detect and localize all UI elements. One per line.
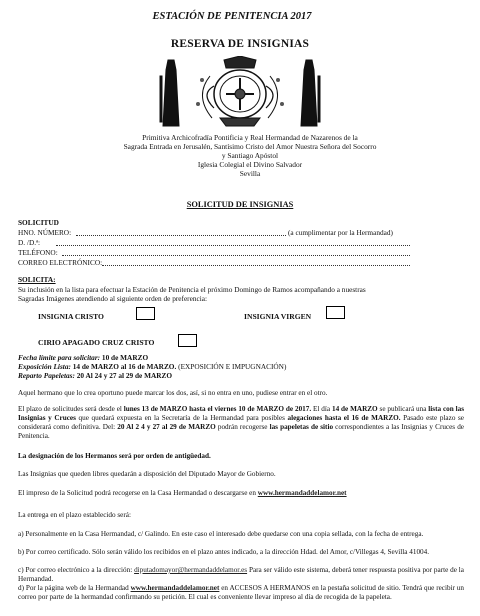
option-insignia-virgen-label: INSIGNIA VIRGEN xyxy=(244,312,312,321)
paragraph-deadlines xyxy=(18,405,464,441)
list-exposure-line xyxy=(18,362,286,371)
text-run: que quedará expuesta en la Secretaría de la Hermandad para posibles xyxy=(75,414,288,422)
paragraph-seniority: La designación de los Hermanos será por orden de antigüedad. xyxy=(18,452,211,460)
brotherhood-line: Sevilla xyxy=(239,169,261,178)
text-run: Para ser válido este sistema, deberá tener respuesta positiva por parte de la Hermandad. xyxy=(18,566,464,583)
event-header: ESTACIÓN DE PENITENCIA 2017 xyxy=(152,11,312,22)
text-run: 20 Al 2 4 y 27 al 29 de MARZO xyxy=(117,423,216,431)
member-number-note: (a cumplimentar por la Hermandad) xyxy=(288,228,393,237)
option-cirio-checkbox[interactable] xyxy=(178,334,197,347)
member-number-field[interactable] xyxy=(76,229,286,236)
text-run: Pasado este plazo se considerará como definitiva. Del: xyxy=(18,414,464,431)
email-label: CORREO ELECTRÓNICO: xyxy=(18,258,103,267)
text-run: se publicará una xyxy=(377,405,429,413)
paragraph-delivery: La entrega en el plazo establecido será: xyxy=(18,511,131,519)
paragraph-download xyxy=(18,489,464,498)
papers-value: 20 Al 24 y 27 al 29 de MARZO xyxy=(76,371,173,380)
text-run: El impreso de la Solicitud podrá recogerse en la Casa Hermandad o descargarse en xyxy=(18,489,258,497)
form-title: SOLICITUD DE INSIGNIAS xyxy=(186,200,294,209)
email-link[interactable]: diputadomayor@hermandaddelamor.es xyxy=(134,566,248,574)
phone-label: TELÉFONO: xyxy=(18,248,58,257)
website-link[interactable]: www.hermandaddelamor.net xyxy=(257,489,347,497)
brotherhood-line: Sagrada Entrada en Jerusalén, Santísimo Cristo del Amor Nuestra Señora del Socorro xyxy=(123,142,377,151)
option-insignia-cristo-label: INSIGNIA CRISTO xyxy=(38,312,104,321)
request-text-line: Sagradas Imágenes atendiendo al siguiente orden de preferencia: xyxy=(18,294,208,303)
option-insignia-cristo-checkbox[interactable] xyxy=(136,307,155,320)
name-field[interactable] xyxy=(56,239,410,246)
text-run: las papeletas de sitio xyxy=(269,423,334,431)
list-exposure-label: Exposición Lista: xyxy=(18,362,71,371)
text-run: c) Por correo electrónico a la dirección: xyxy=(18,566,135,574)
website-link[interactable]: www.hermandaddelamor.net xyxy=(130,584,220,592)
text-run: lista con las Insignias y Cruces xyxy=(18,405,464,422)
list-exposure-note: (EXPOSICIÓN E IMPUGNACIÓN) xyxy=(178,362,287,371)
papers-label: Reparto Papeletas: xyxy=(18,371,75,380)
delivery-option-b: b) Por correo certificado. Sólo serán válido los recibidos en el plazo antes indicado, a la dirección Hdad. del Amor, c/Villegas 4, Sevilla 41004. xyxy=(18,548,430,556)
papers-line xyxy=(18,371,172,380)
phone-field[interactable] xyxy=(62,249,410,256)
brotherhood-line: y Santiago Apóstol xyxy=(221,151,279,160)
brotherhood-line: Iglesia Colegial el Divino Salvador xyxy=(197,160,303,169)
delivery-option-d xyxy=(18,584,464,602)
delivery-option-a: a) Personalmente en la Casa Hermandad, c/ Galindo. En este caso el interesado debe quedarse con una copia sellada, con la fecha de entrega. xyxy=(18,530,424,538)
text-run: correspondientes a las Insignias y Cruces de Penitencia. xyxy=(18,423,464,440)
option-insignia-virgen-checkbox[interactable] xyxy=(326,306,345,319)
deadline-label: Fecha límite para solicitar: xyxy=(18,353,101,362)
brotherhood-crest-image xyxy=(150,56,330,130)
text-run: alegaciones hasta el 16 de MARZO. xyxy=(287,414,401,422)
text-run: El plazo de solicitudes será desde el xyxy=(18,405,124,413)
deadline-value: 10 de MARZO xyxy=(101,353,149,362)
brotherhood-line: Primitiva Archicofradía Pontificia y Real Hermandad de Nazarenos de la xyxy=(142,133,358,142)
paragraph-free-insignias: Las Insignias que queden libres quedarán a disposición del Diputado Mayor de Gobierno. xyxy=(18,470,276,478)
page-title: RESERVA DE INSIGNIAS xyxy=(170,38,310,50)
text-run: lunes 13 de MARZO hasta el viernes 10 de MARZO de 2017. xyxy=(123,405,312,413)
text-run: podrán recogerse xyxy=(215,423,270,431)
option-cirio-label: CIRIO APAGADO CRUZ CRISTO xyxy=(38,338,155,347)
delivery-option-c xyxy=(18,566,464,584)
member-number-label: HNO. NÚMERO: xyxy=(18,228,72,237)
email-field[interactable] xyxy=(102,259,410,266)
deadline-line xyxy=(18,353,148,362)
form-heading: SOLICITUD xyxy=(18,218,59,227)
paragraph-both-options: Aquel hermano que lo crea oportuno puede marcar los dos, así, si no entra en uno, pudiese entrar en el otro. xyxy=(18,389,328,397)
name-label: D. /D.ª: xyxy=(18,238,41,247)
request-heading: SOLICITA: xyxy=(18,275,56,284)
brotherhood-name-block xyxy=(100,133,400,178)
text-run: 14 de MARZO xyxy=(331,405,378,413)
text-run: en ACCESOS A HERMANOS en la pestaña solicitud de sitio. Tendrá que recibir un correo por parte de la hermandad confirmando su petición. El cual es conveniente llevar impreso al día de recogida de la papeleta. xyxy=(18,584,464,601)
request-text-line: Su inclusión en la lista para efectuar la Estación de Penitencia el próximo Domingo de Ramos acompañando a nuestras xyxy=(18,285,366,294)
text-run: El día xyxy=(311,405,332,413)
list-exposure-value: 14 de MARZO al 16 de MARZO. xyxy=(72,362,177,371)
text-run: d) Por la página web de la Hermandad xyxy=(18,584,131,592)
